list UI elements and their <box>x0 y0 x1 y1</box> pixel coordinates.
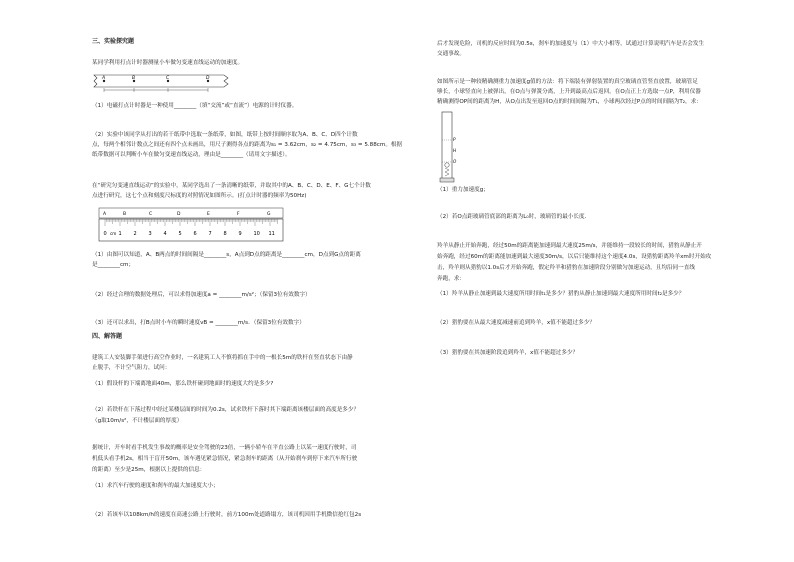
ruler-tick-label: 1 <box>118 231 122 237</box>
ruler-tick-label: 10 <box>253 231 260 237</box>
ruler-point-a: A <box>103 212 107 217</box>
q3-part2-line1: （2）若铁杆在下落过程中经过某楼层面的时间为0.2s，试求铁杆下落时其下端距离该楼层面的高度是多少？ <box>92 407 360 413</box>
ruler-point-f: F <box>237 212 240 217</box>
ruler-tick-label: 11 <box>268 231 275 237</box>
q1-part2-line1: （2）实验中该同学从打出的若干纸带中选取一条纸带，如图，纸带上按时间顺序取为A、B、C、D四个计数 <box>92 132 358 138</box>
ruler-tick-label: 6 <box>193 231 197 237</box>
tube-label-h: H <box>453 148 457 153</box>
ruler-tick-label: 5 <box>178 231 182 237</box>
glass-tube-figure <box>436 110 460 184</box>
q3-part1: （1）假设杆的下端离地面40m，那么铁杆碰到地面时的速度大约是多少? <box>92 381 274 387</box>
r-q5-intro-line2: 够长，小球竖直向上被弹出，在O点与弹簧分离，上升到最高点后返回。在O点正上方选取一点P，利用仪器 <box>437 89 701 95</box>
ruler-point-c: C <box>149 212 153 217</box>
q4-intro-line1: 据统计，开车时看手机发生事故的概率是安全驾驶的23倍，一辆小轿车在平直公路上以某一速度行驶时，司 <box>92 445 357 451</box>
r-q6-part3: （3）猎豹要在其加速阶段追到羚羊，x值不能超过多少？ <box>437 350 579 356</box>
r-q6-intro-line1: 羚羊从静止开始奔跑，经过50m的距离能加速到最大速度25m/s，并能维持一段较长的时间，猎豹从静止开 <box>437 243 702 249</box>
ruler-tick-label: 9 <box>238 231 242 237</box>
r-q6-part1: （1）羚羊从静止加速到最大速度所用时间t₁是多少？猎豹从静止加速到最大速度所用时间t₂是多少？ <box>437 291 685 297</box>
section4-title: 四、解答题 <box>92 333 123 340</box>
r-q6-intro-line4: 奔跑，求： <box>437 276 465 282</box>
ruler-tick-label: 2 <box>133 231 137 237</box>
ruler-point-e: E <box>207 212 210 217</box>
tape-label-c: C <box>166 76 170 81</box>
r-q6-part2: （2）猎豹要在从最大速度减速前追到羚羊，x值不能超过多少？ <box>437 320 595 326</box>
r-q5-part1: （1）重力加速度g； <box>437 187 489 193</box>
q3-intro-line2: 止脱手，不计空气阻力，试问： <box>92 365 171 371</box>
r-q4-continued-line1: 后才发现危险，司机的反应时间为0.5s，刹车的加速度与（1）中大小相等，试通过计算说明汽车是否会发生 <box>437 41 705 47</box>
ruler-tick-label: 7 <box>208 231 212 237</box>
q2-intro-line1: 在“研究匀变速直线运动”的实验中，某同学选出了一条清晰的纸带，并取其中的A、B、C、D、E、F、G七个计数 <box>92 183 371 189</box>
q4-intro-line3: 的距离）至少是25m，根据以上提供的信息： <box>92 467 206 473</box>
tape-label-a: A <box>102 76 106 81</box>
tape-label-d: D <box>206 76 210 81</box>
q4-part1: （1）求汽车行驶的速度和刹车的最大加速度大小； <box>92 483 219 489</box>
tape-label-b: B <box>132 76 136 81</box>
q3-intro-line1: 建筑工人安装脚手架进行高空作业时，一名建筑工人不慎将抓在手中的一根长5m的铁杆在竖直状态下由静 <box>92 355 353 361</box>
q2-intro-line2: 点进行研究，这七个点和刻度尺标度的对照情况如图所示。(打点计时器的频率为50Hz) <box>92 193 307 199</box>
r-q6-intro-line2: 始奔跑，经过60m的距离能加速到最大速度30m/s，以后只能维持这个速度4.0s，设猎豹距离羚羊xm时开始攻 <box>437 254 712 260</box>
ruler-unit-label: cm <box>110 231 117 236</box>
ruler-tick-label: 8 <box>223 231 227 237</box>
q4-part2: （2）若该车以108km/h的速度在高速公路上行驶时，前方100m处道路塌方，该司机因用手机微信抢红包2s <box>92 512 362 518</box>
ruler-tick-label: 4 <box>163 231 167 237</box>
q2-part3: （3）还可以求出，打B点时小车的瞬时速度vB = ________m/s．（保留3位有效数字） <box>92 320 305 326</box>
ruler-point-d: D <box>177 212 181 217</box>
r-q6-intro-line3: 击，羚羊则从猎豹以1.0s后才开始奔跑，假定羚羊和猎豹在加速阶段分别做匀加速运动，且均沿同一直线 <box>437 265 695 271</box>
tube-label-p: P <box>453 137 456 142</box>
section3-title: 三、实验探究题 <box>92 38 135 45</box>
q2-part1-line1: （1）由图可以知道，A、B两点的时间间隔是________s，A点到D点的距离是________cm，D点到G点的距离 <box>92 252 361 258</box>
paper-tape-figure <box>92 72 232 94</box>
q1-part2-line3: 纸带数据可以判断小车在做匀变速直线运动，理由是________（请用文字描述）。 <box>92 152 291 158</box>
r-q5-intro-line3: 精确测得OP间的距离为H，从O点出发至返回O点的时间间隔为T₁，小球两次经过P点的时间间隔为T₂，求： <box>437 99 702 105</box>
q1-part2-line2: 点，每两个相邻计数点之间还有四个点未画出，用尺子测得各点的距离为s₁ = 3.62cm，s₂ = 4.75cm，s₃ = 5.88cm。根据 <box>92 142 403 148</box>
q2-part1-line2: 是________cm； <box>92 262 135 268</box>
ruler-point-b: B <box>123 212 127 217</box>
ruler-point-g: G <box>267 212 271 217</box>
ruler-tick-label: 0 <box>103 231 107 237</box>
ruler-tick-label: 3 <box>148 231 152 237</box>
q4-intro-line2: 机低头看手机2s，相当于盲开50m，该车遇见紧急情况，紧急刹车的距离（从开始刹车到停下来汽车所行驶 <box>92 456 358 462</box>
ruler-figure <box>97 206 287 244</box>
r-q5-part2: （2）若O点距玻璃管底部的距离为L₀时，玻璃管的最小长度． <box>437 214 591 220</box>
r-q4-continued-line2: 交通事故。 <box>437 51 465 57</box>
q1-part1: （1）电磁打点计时器是一种使用________（填“交流”或“直流”）电源的计时仪器。 <box>92 103 298 109</box>
q2-part2: （2）经过合理的数据处理后，可以求得加速度a = ________m/s²；（保留3位有效数字） <box>92 292 311 298</box>
q1-intro: 某同学利用打点计时器测量小车做匀变速直线运动的加速度。 <box>92 60 244 66</box>
q3-part2-line2: （g取10m/s²，不计楼层面的厚度） <box>92 418 183 424</box>
r-q5-intro-line1: 如图所示是一种较精确测重力加速度g值的方法：将下端装有弹射装置的真空玻璃直管竖直放置，玻璃管足 <box>437 79 698 85</box>
tube-label-o: O <box>453 159 457 164</box>
